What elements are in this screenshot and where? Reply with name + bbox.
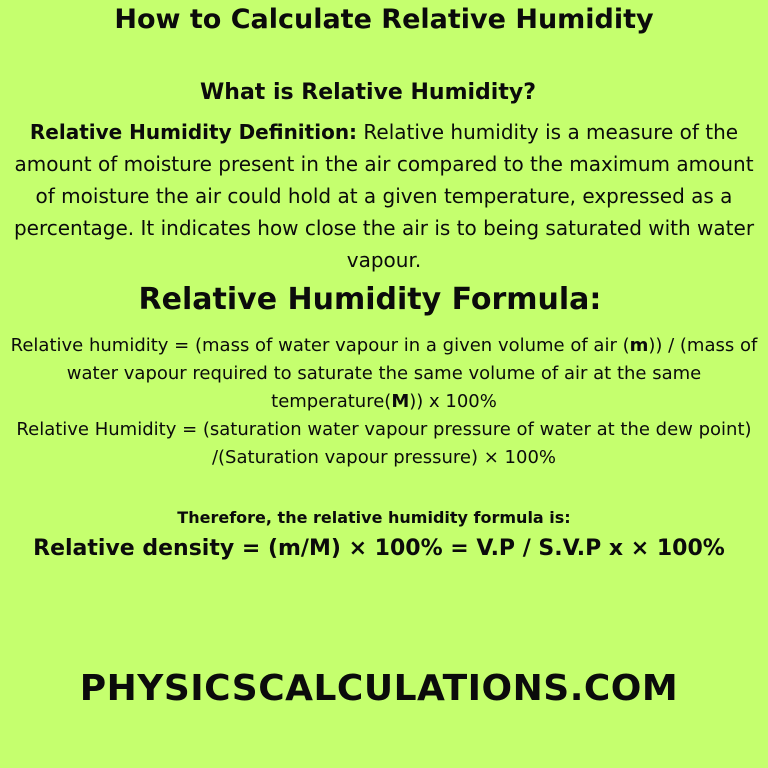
- formula1-part2: )) / (mass of water vapour required to saturate the same volume of air at the same temperature(: [66, 335, 758, 412]
- formula-block: [0, 332, 768, 472]
- therefore-text: Therefore, the relative humidity formula is:: [177, 508, 571, 527]
- formula1-m: m: [629, 335, 649, 356]
- final-formula: Relative density = (m/M) × 100% = V.P / S.V.P x × 100%: [33, 536, 725, 561]
- page-title: How to Calculate Relative Humidity: [114, 4, 654, 35]
- definition-paragraph: [0, 116, 768, 276]
- formula1-part1: Relative humidity = (mass of water vapour in a given volume of air (: [10, 335, 630, 356]
- question-heading: What is Relative Humidity?: [200, 80, 536, 105]
- brand-footer: PHYSICSCALCULATIONS.COM: [79, 668, 679, 709]
- formula1-M: M: [391, 391, 410, 412]
- definition-label: Relative Humidity Definition:: [29, 120, 358, 144]
- formula1-part3: )) x 100%: [409, 391, 497, 412]
- formula-pressure-ratio: Relative Humidity = (saturation water vapour pressure of water at the dew point) /(Saturation vapour pressure) × 100%: [16, 419, 752, 468]
- formula-mass-ratio: [8, 332, 760, 416]
- definition-text: Relative humidity is a measure of the amount of moisture present in the air compared to the maximum amount of moisture the air could hold at a given temperature, expressed as a percentage. It indicates how close the air is to being saturated with water vapour.: [13, 120, 755, 272]
- formula-heading: Relative Humidity Formula:: [138, 282, 602, 317]
